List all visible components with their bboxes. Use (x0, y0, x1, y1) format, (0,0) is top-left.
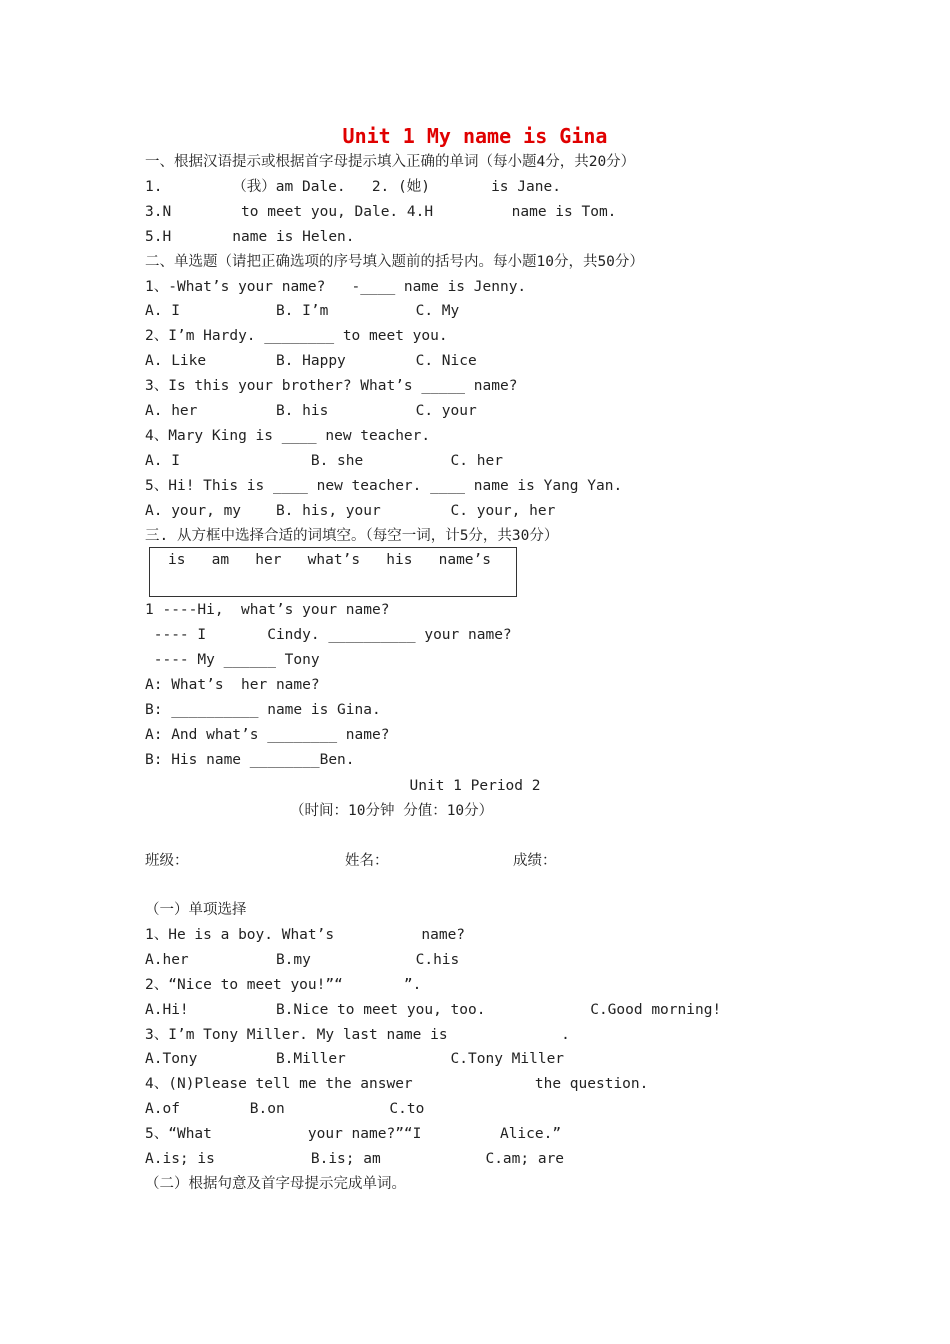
text-line: 4、(N)Please tell me the answer the question. (145, 1076, 649, 1093)
text-line: 5、Hi! This is ____ new teacher. ____ name is Yang Yan. (145, 477, 623, 494)
text-line: A. Like B. Happy C. Nice (145, 353, 477, 370)
text-line: A: What’s her name? (145, 676, 320, 693)
name-label: 姓名： (345, 853, 389, 869)
text-line: 1、He is a boy. What’s name? (145, 926, 466, 943)
text-line: 3.N to meet you, Dale. 4.H name is Tom. (145, 203, 617, 220)
text-line: B: __________ name is Gina. (145, 701, 381, 718)
text-line: 一、根据汉语提示或根据首字母提示填入正确的单词（每小题4分，共20分） (145, 154, 636, 170)
class-label: 班级： (145, 853, 189, 869)
text-line: 1. （我）am Dale. 2. (她) is Jane. (145, 178, 561, 195)
text-line: A.of B.on C.to (145, 1101, 425, 1118)
text-line: 1、-What’s your name? -____ name is Jenny. (145, 278, 527, 295)
text-line: A. I B. she C. her (145, 452, 503, 469)
text-line: A.her B.my C.his (145, 951, 460, 968)
text-line: A. her B. his C. your (145, 403, 477, 419)
text-line: （二）根据句意及首字母提示完成单词。 (145, 1175, 406, 1192)
text-line: 5.H name is Helen. (145, 228, 355, 245)
text-line: （一）单项选择 (145, 902, 247, 918)
text-line: 三. 从方框中选择合适的词填空。（每空一词，计5分，共30分） (145, 527, 559, 544)
text-line: 3、I’m Tony Miller. My last name is . (145, 1026, 570, 1043)
text-line: 3、Is this your brother? What’s _____ name? (145, 378, 518, 395)
text-line: A. I B. I’m C. My (145, 303, 460, 320)
text-line: A.Hi! B.Nice to meet you, too. C.Good morning! (145, 1001, 722, 1018)
text-line: ---- My ______ Tony (145, 652, 320, 668)
text-line: ---- I Cindy. __________ your name? (145, 627, 512, 644)
text-line: A.is; is B.is; am C.am; are (145, 1151, 565, 1167)
text-line: A. your, my B. his, your C. your, her (145, 502, 556, 519)
text-line: 二、单选题（请把正确选项的序号填入题前的括号内。每小题10分，共50分） (145, 253, 644, 270)
text-line: A: And what’s ________ name? (145, 726, 390, 743)
text-line: 1 ----Hi, what’s your name? (145, 602, 390, 619)
score-label: 成绩： (513, 853, 557, 869)
text-line: 2、I’m Hardy. ________ to meet you. (145, 328, 448, 345)
period-title: Unit 1 Period 2 (409, 778, 541, 794)
text-line: B: His name ________Ben. (145, 751, 355, 768)
text-line: 4、Mary King is ____ new teacher. (145, 427, 431, 444)
text-line: A.Tony B.Miller C.Tony Miller (145, 1051, 565, 1068)
period-info: （时间：10分钟 分值：10分） (290, 803, 494, 819)
page-title: Unit 1 My name is Gina (342, 124, 608, 148)
text-line: 5、“What your name?”“I Alice.” (145, 1126, 562, 1143)
word-box-words: is am her what’s his name’s (168, 552, 492, 568)
word-box (149, 547, 517, 597)
text-line: 2、“Nice to meet you!”“ ”. (145, 976, 422, 993)
